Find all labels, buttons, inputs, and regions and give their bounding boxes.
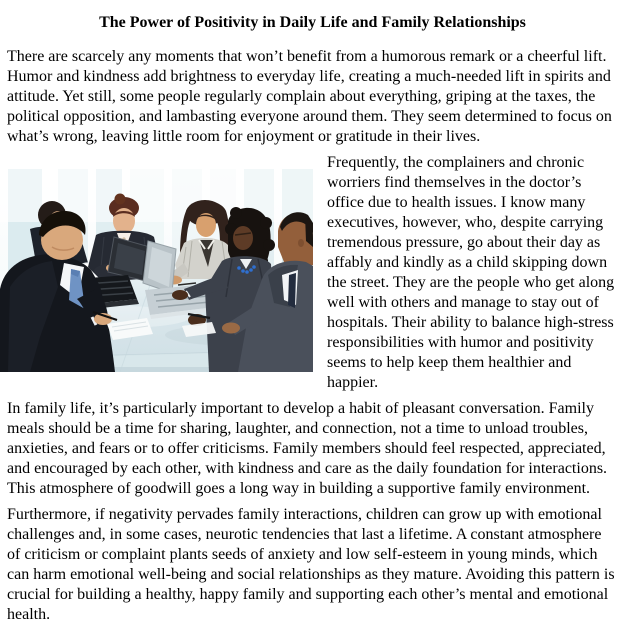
paragraph-1: There are scarcely any moments that won’t benefit from a humorous remark or a cheerful lift. Humor and kindness add brightness to everyday life, creating a much-needed lift in spirits and attitude. Yet still, some people regularly complain about everything, griping at the taxes, the political opposition, and lambasting everyone around them. They seem determined to focus on what’s wrong, leaving little room for enjoyment or gratitude in their lives.: [7, 48, 612, 145]
meeting-photo: [0, 167, 313, 372]
paragraph-2: [7, 153, 618, 393]
paragraph-2-text: Frequently, the complainers and chronic worriers find themselves in the doctor’s office due to health issues. I know many executives, however, who, despite carrying tremendous pressure, go about their day as affably and kindly as a child skipping down the street. They are the people who get along well with others and manage to stay out of hospitals. Their ability to balance high-stress responsibilities with humor and positivity seems to help keep them healthier and happier.: [327, 154, 615, 391]
page-title: The Power of Positivity in Daily Life and Family Relationships: [99, 14, 526, 31]
paragraph-4: Furthermore, if negativity pervades family interactions, children can grow up with emotional challenges and, in some cases, neurotic tendencies that last a lifetime. A constant atmosphere of criticism or complaint plants seeds of anxiety and low self-esteem in young minds, which can harm emotional well-being and social relationships as they mature. Avoiding this pattern is crucial for building a healthy, happy family and supporting each other’s mental and emotional health.: [7, 506, 615, 623]
paragraph-3: In family life, it’s particularly important to develop a habit of pleasant conversation. Family meals should be a time for sharing, laughter, and connection, not a time to unload troubles, anxieties, and fears or to offer criticisms. Family members should feel respected, appreciated, and encouraged by each other, with kindness and care as the daily foundation for interactions. This atmosphere of goodwill goes a long way in building a supportive family environment.: [7, 400, 608, 497]
meeting-photo-illustration: [0, 167, 313, 372]
